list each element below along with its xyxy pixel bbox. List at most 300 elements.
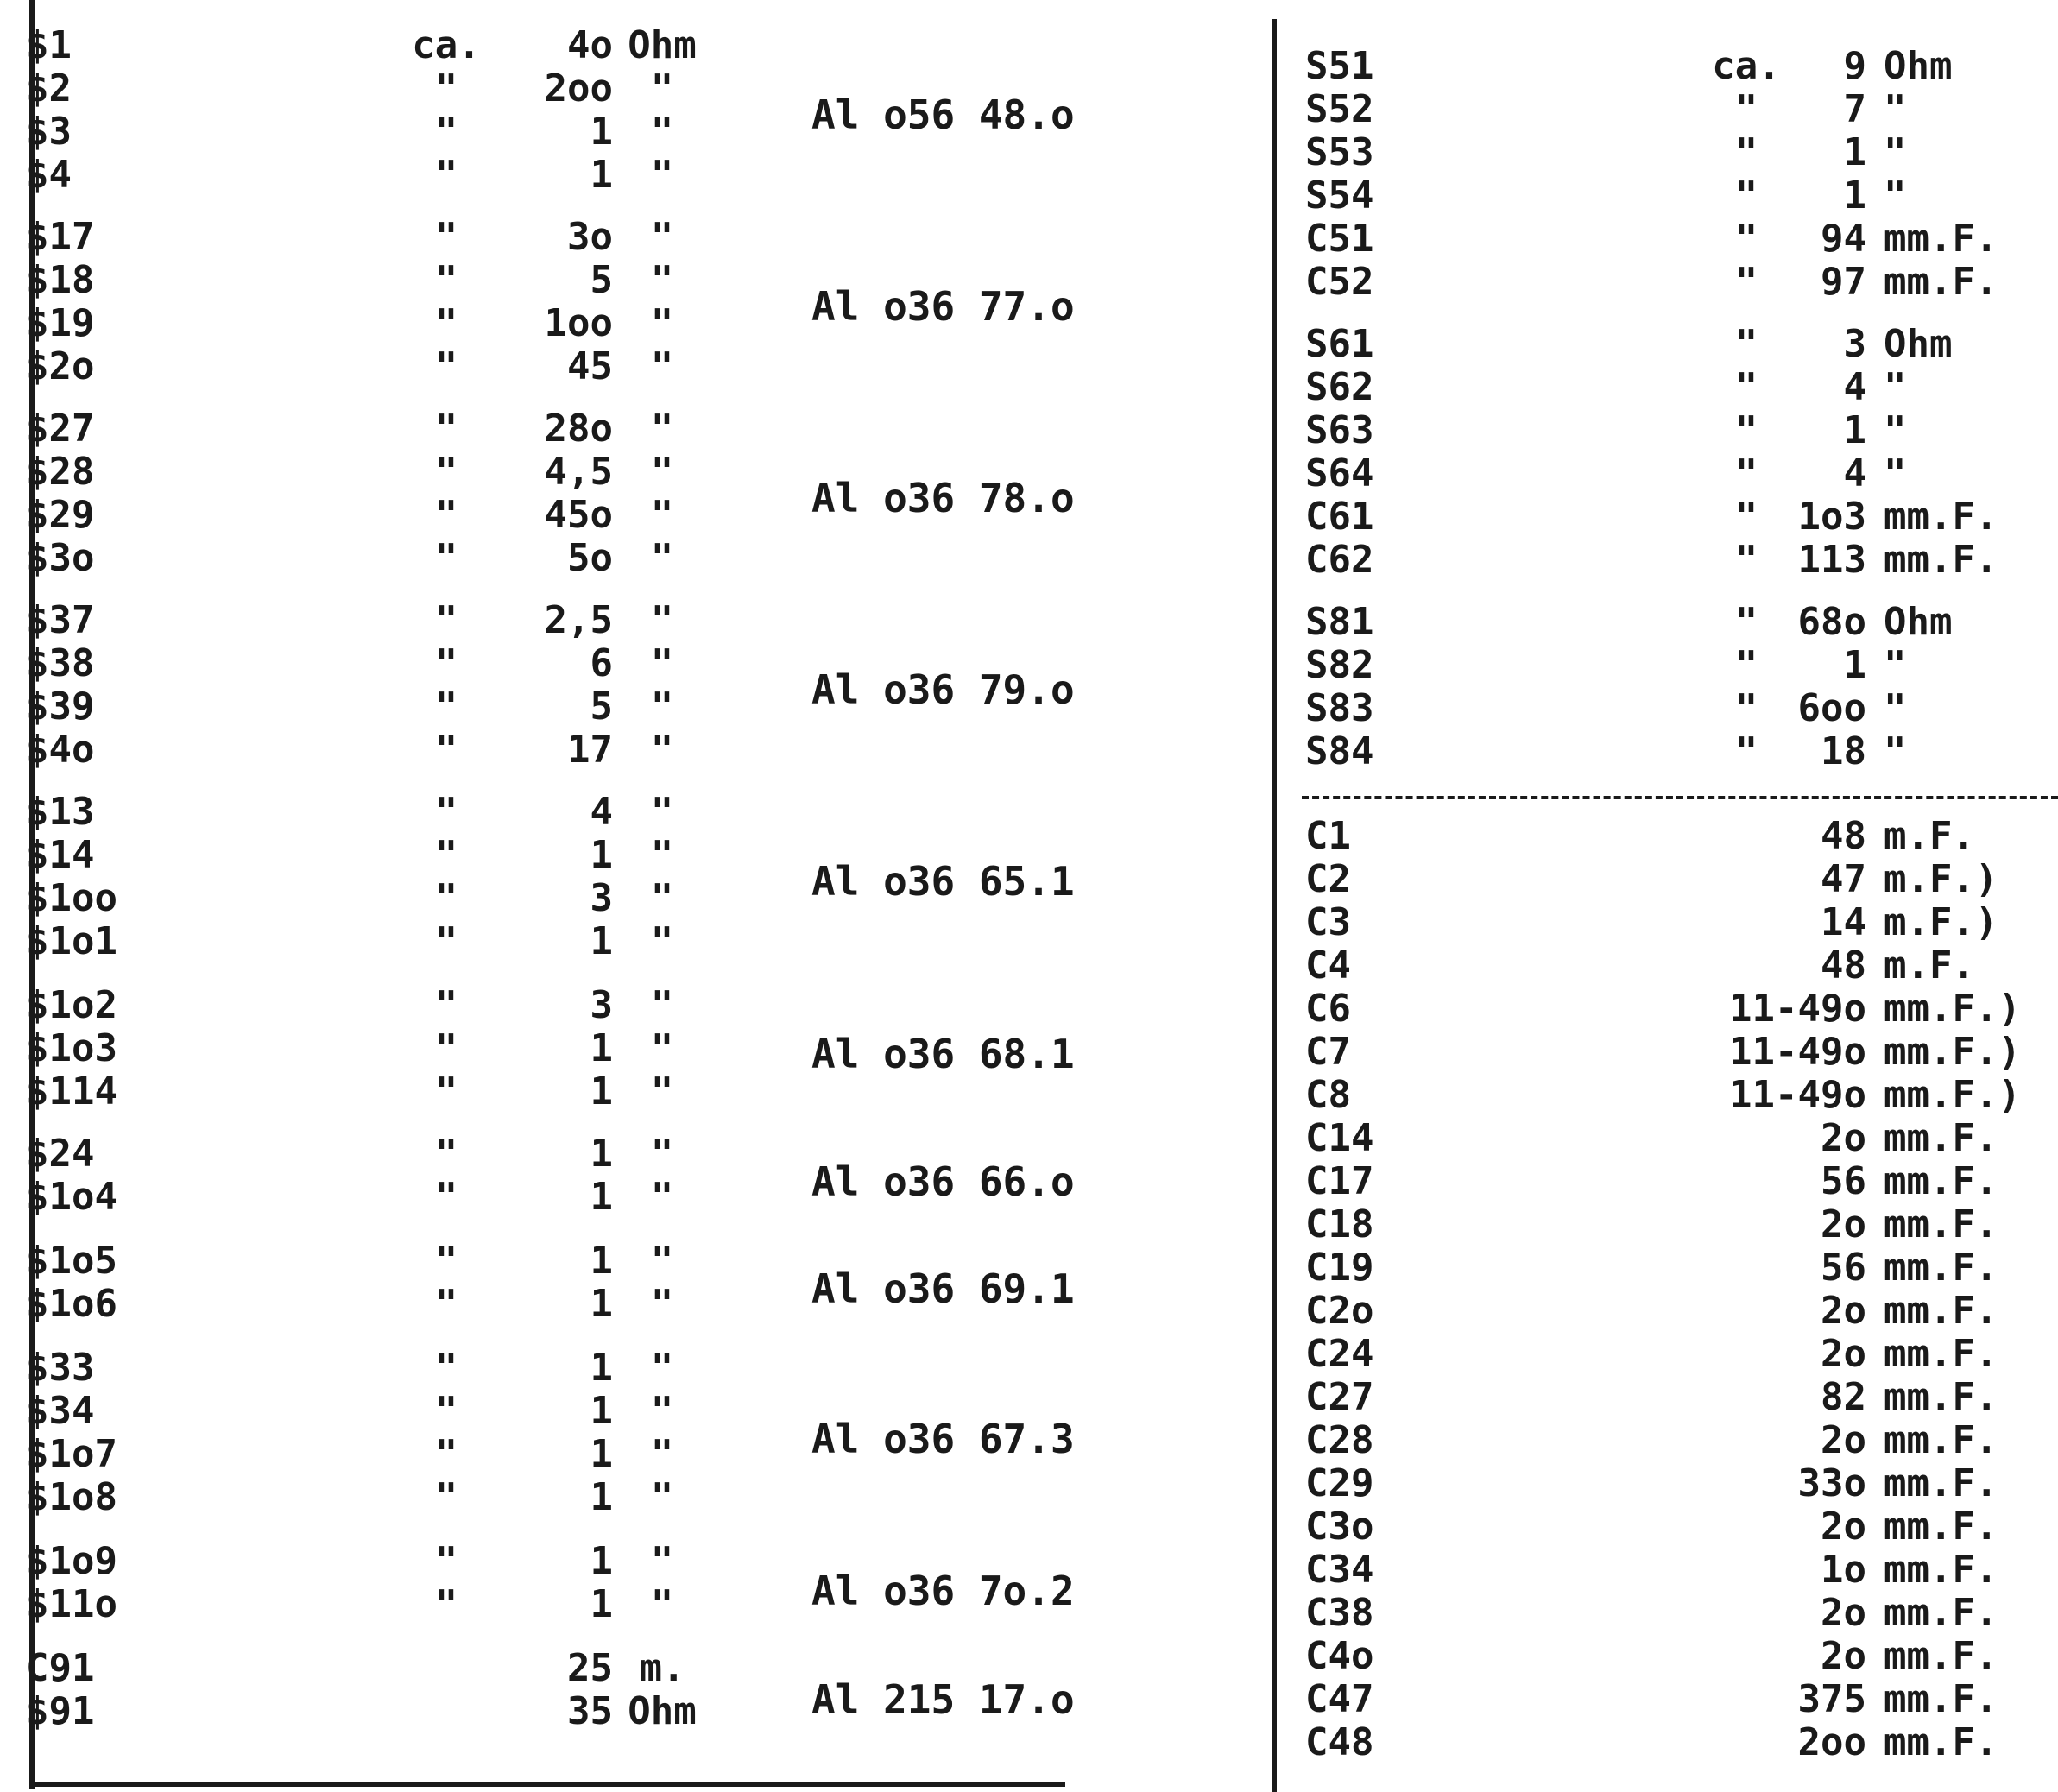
component-unit: mm.F.) — [1884, 987, 2021, 1031]
component-value: 33o — [1797, 1461, 1866, 1505]
component-unit: " — [650, 493, 674, 537]
approx-mark: " — [434, 1389, 458, 1433]
approx-mark: " — [434, 1070, 458, 1114]
component-id: $34 — [26, 1389, 95, 1433]
component-value: 6 — [590, 641, 613, 685]
component-unit: " — [650, 110, 674, 154]
section-dashed-rule — [1302, 796, 2058, 799]
component-id: C34 — [1305, 1548, 1374, 1592]
component-unit: " — [650, 1346, 674, 1390]
component-value: 11-49o — [1729, 1030, 1866, 1074]
component-unit: m.F.) — [1884, 857, 1998, 901]
component-unit: " — [650, 344, 674, 388]
component-value: 7 — [1843, 87, 1866, 131]
component-id: C19 — [1305, 1246, 1374, 1290]
component-row — [1305, 539, 2030, 582]
approx-mark: ca. — [1712, 44, 1781, 88]
approx-mark: " — [434, 344, 458, 388]
component-value: 1 — [590, 1346, 613, 1390]
component-value: 3 — [1843, 322, 1866, 366]
approx-mark: ca. — [412, 23, 481, 67]
component-unit: mm.F. — [1884, 1246, 1998, 1290]
component-value: 1 — [590, 1432, 613, 1476]
component-row — [1305, 131, 2030, 174]
component-id: C38 — [1305, 1591, 1374, 1635]
component-unit: mm.F. — [1884, 1159, 1998, 1203]
component-unit: mm.F. — [1884, 260, 1998, 304]
component-unit: " — [1884, 365, 1907, 409]
component-id: C8 — [1305, 1073, 1351, 1117]
approx-mark: " — [434, 1475, 458, 1519]
part-number-label: Al o56 48.o — [811, 91, 1075, 138]
component-unit: " — [650, 1582, 674, 1626]
component-row — [1305, 730, 2030, 773]
approx-mark: " — [434, 833, 458, 877]
component-id: C18 — [1305, 1202, 1374, 1246]
component-row — [26, 685, 717, 729]
component-unit: " — [650, 833, 674, 877]
part-number-label: Al o36 79.o — [811, 666, 1075, 713]
capacitor-row — [1305, 1290, 2048, 1333]
component-row — [1305, 366, 2030, 409]
component-id: $29 — [26, 493, 95, 537]
component-value: 1 — [590, 1389, 613, 1433]
component-value: 4o — [567, 23, 613, 67]
approx-mark: " — [1734, 643, 1758, 687]
component-id: S82 — [1305, 643, 1374, 687]
component-id: $1o2 — [26, 983, 117, 1027]
component-id: S54 — [1305, 174, 1374, 218]
approx-mark: " — [434, 728, 458, 772]
component-unit: " — [650, 641, 674, 685]
approx-mark: " — [434, 641, 458, 685]
part-number-label: Al o36 69.1 — [811, 1265, 1075, 1312]
approx-mark: " — [434, 685, 458, 729]
approx-mark: " — [434, 1026, 458, 1070]
approx-mark: " — [434, 407, 458, 451]
approx-mark: " — [1734, 729, 1758, 773]
component-unit: " — [650, 1070, 674, 1114]
component-unit: " — [650, 407, 674, 451]
component-unit: mm.F. — [1884, 1677, 1998, 1721]
component-id: C47 — [1305, 1677, 1374, 1721]
component-row — [26, 154, 717, 197]
component-row — [26, 1240, 717, 1283]
component-value: 1 — [590, 1539, 613, 1583]
component-value: 1 — [590, 1132, 613, 1176]
component-value: 1o3 — [1797, 495, 1866, 539]
approx-mark: " — [1734, 408, 1758, 452]
component-row — [26, 1133, 717, 1176]
component-unit: " — [650, 1026, 674, 1070]
component-value: 2o — [1821, 1116, 1866, 1160]
approx-mark: " — [1734, 87, 1758, 131]
component-value: 2o — [1821, 1634, 1866, 1678]
approx-mark: " — [434, 258, 458, 302]
component-unit: mm.F. — [1884, 1461, 1998, 1505]
component-row — [1305, 323, 2030, 366]
component-unit: mm.F. — [1884, 1548, 1998, 1592]
component-value: 1 — [590, 1026, 613, 1070]
component-row — [26, 1390, 717, 1433]
capacitor-row — [1305, 1376, 2048, 1419]
component-unit: " — [650, 66, 674, 110]
component-row — [26, 494, 717, 537]
part-number-label: Al o36 78.o — [811, 475, 1075, 521]
component-value: 48 — [1821, 943, 1866, 987]
component-id: $1o3 — [26, 1026, 117, 1070]
component-id: $18 — [26, 258, 95, 302]
component-value: 1 — [590, 919, 613, 963]
component-id: $91 — [26, 1689, 95, 1733]
component-id: S83 — [1305, 686, 1374, 730]
component-row — [1305, 601, 2030, 644]
capacitor-row — [1305, 1678, 2048, 1721]
component-row — [1305, 452, 2030, 495]
component-row — [26, 920, 717, 963]
component-row — [26, 110, 717, 154]
component-row — [26, 1283, 717, 1326]
component-value: 28o — [544, 407, 613, 451]
component-unit: Ohm — [1884, 600, 1953, 644]
component-value: 1 — [590, 833, 613, 877]
component-id: $1o9 — [26, 1539, 117, 1583]
component-row — [26, 791, 717, 834]
component-value: 5o — [567, 536, 613, 580]
component-row — [26, 1176, 717, 1219]
component-id: S51 — [1305, 44, 1374, 88]
component-value: 45o — [544, 493, 613, 537]
component-value: 1o — [1821, 1548, 1866, 1592]
component-unit: " — [1884, 130, 1907, 174]
component-value: 1 — [590, 153, 613, 197]
component-unit: Ohm — [1884, 44, 1953, 88]
component-unit: " — [1884, 686, 1907, 730]
component-id: C28 — [1305, 1418, 1374, 1462]
component-row — [1305, 174, 2030, 218]
component-unit: " — [650, 1389, 674, 1433]
approx-mark: " — [434, 536, 458, 580]
component-id: S63 — [1305, 408, 1374, 452]
capacitor-row — [1305, 858, 2048, 901]
component-id: S53 — [1305, 130, 1374, 174]
component-id: $11o — [26, 1582, 117, 1626]
component-row — [1305, 45, 2030, 88]
component-value: 48 — [1821, 814, 1866, 858]
approx-mark: " — [434, 1346, 458, 1390]
component-id: $1 — [26, 23, 72, 67]
capacitor-row — [1305, 1549, 2048, 1592]
component-row — [26, 834, 717, 877]
approx-mark: " — [434, 919, 458, 963]
component-id: $114 — [26, 1070, 117, 1114]
component-value: 5 — [590, 258, 613, 302]
component-unit: mm.F. — [1884, 495, 1998, 539]
capacitor-row — [1305, 1203, 2048, 1246]
component-id: $13 — [26, 790, 95, 834]
component-unit: " — [650, 1475, 674, 1519]
component-id: $37 — [26, 598, 95, 642]
component-unit: " — [1884, 408, 1907, 452]
component-id: C17 — [1305, 1159, 1374, 1203]
component-id: $1o6 — [26, 1282, 117, 1326]
component-row — [26, 1070, 717, 1114]
approx-mark: " — [434, 1239, 458, 1283]
capacitor-row — [1305, 1246, 2048, 1290]
component-unit: " — [650, 728, 674, 772]
component-row — [26, 259, 717, 302]
component-id: C2 — [1305, 857, 1351, 901]
component-id: C3o — [1305, 1505, 1374, 1549]
component-row — [26, 1690, 717, 1733]
component-unit: mm.F. — [1884, 538, 1998, 582]
component-value: 1 — [590, 1282, 613, 1326]
component-unit: " — [650, 598, 674, 642]
component-value: 1oo — [544, 301, 613, 345]
component-unit: " — [650, 1539, 674, 1583]
component-value: 1 — [590, 1070, 613, 1114]
component-id: C61 — [1305, 495, 1374, 539]
component-id: $39 — [26, 685, 95, 729]
component-value: 35 — [567, 1689, 613, 1733]
capacitor-row — [1305, 1635, 2048, 1678]
component-id: C1 — [1305, 814, 1351, 858]
component-row — [26, 302, 717, 345]
approx-mark: " — [1734, 495, 1758, 539]
approx-mark: " — [434, 215, 458, 259]
component-unit: " — [650, 153, 674, 197]
component-unit: m.F. — [1884, 814, 1975, 858]
column-divider-line — [1272, 19, 1277, 1792]
component-value: 1 — [590, 1175, 613, 1219]
approx-mark: " — [1734, 322, 1758, 366]
component-id: S64 — [1305, 451, 1374, 495]
capacitor-row — [1305, 1333, 2048, 1376]
approx-mark: " — [434, 1282, 458, 1326]
component-id: $4o — [26, 728, 95, 772]
component-value: 1 — [1843, 130, 1866, 174]
component-row — [26, 1476, 717, 1519]
component-id: $27 — [26, 407, 95, 451]
part-number-label: Al o36 65.1 — [811, 858, 1075, 905]
component-value: 3 — [590, 876, 613, 920]
component-id: C91 — [26, 1646, 95, 1690]
component-row — [26, 216, 717, 259]
component-unit: mm.F. — [1884, 1289, 1998, 1333]
capacitor-row — [1305, 1592, 2048, 1635]
component-value: 113 — [1797, 538, 1866, 582]
component-id: C29 — [1305, 1461, 1374, 1505]
capacitor-row — [1305, 901, 2048, 944]
component-value: 1 — [1843, 174, 1866, 218]
component-value: 1 — [1843, 643, 1866, 687]
capacitor-row — [1305, 1074, 2048, 1117]
component-row — [26, 24, 717, 67]
approx-mark: " — [434, 1582, 458, 1626]
component-value: 4 — [1843, 451, 1866, 495]
component-unit: Ohm — [1884, 322, 1953, 366]
component-value: 97 — [1821, 260, 1866, 304]
component-unit: " — [650, 258, 674, 302]
component-id: $4 — [26, 153, 72, 197]
component-id: C27 — [1305, 1375, 1374, 1419]
component-unit: mm.F. — [1884, 1720, 1998, 1764]
capacitor-row — [1305, 944, 2048, 987]
approx-mark: " — [1734, 451, 1758, 495]
component-id: C4 — [1305, 943, 1351, 987]
component-id: S61 — [1305, 322, 1374, 366]
component-row — [26, 1347, 717, 1390]
component-unit: " — [650, 1282, 674, 1326]
component-id: $1o4 — [26, 1175, 117, 1219]
component-row — [26, 1647, 717, 1690]
component-id: $14 — [26, 833, 95, 877]
component-unit: " — [650, 685, 674, 729]
component-unit: m.F. — [1884, 943, 1975, 987]
component-unit: " — [650, 450, 674, 494]
component-row — [1305, 409, 2030, 452]
component-unit: " — [1884, 451, 1907, 495]
component-id: $2 — [26, 66, 72, 110]
component-value: 94 — [1821, 217, 1866, 261]
approx-mark: " — [1734, 217, 1758, 261]
component-row — [1305, 88, 2030, 131]
component-value: 1 — [1843, 408, 1866, 452]
approx-mark: " — [434, 1175, 458, 1219]
capacitor-row — [1305, 1419, 2048, 1462]
approx-mark: " — [434, 790, 458, 834]
component-unit: " — [1884, 729, 1907, 773]
component-unit: mm.F.) — [1884, 1073, 2021, 1117]
component-id: $17 — [26, 215, 95, 259]
component-unit: mm.F. — [1884, 1116, 1998, 1160]
component-unit: mm.F. — [1884, 1634, 1998, 1678]
component-value: 375 — [1797, 1677, 1866, 1721]
approx-mark: " — [434, 1539, 458, 1583]
component-unit: " — [650, 876, 674, 920]
component-id: $1o7 — [26, 1432, 117, 1476]
capacitor-row — [1305, 1505, 2048, 1549]
part-number-label: Al o36 77.o — [811, 283, 1075, 330]
approx-mark: " — [1734, 130, 1758, 174]
capacitor-row — [1305, 1160, 2048, 1203]
capacitor-row — [1305, 815, 2048, 858]
component-row — [1305, 687, 2030, 730]
component-id: $3 — [26, 110, 72, 154]
capacitor-row — [1305, 1031, 2048, 1074]
approx-mark: " — [434, 450, 458, 494]
approx-mark: " — [434, 1132, 458, 1176]
component-id: S62 — [1305, 365, 1374, 409]
component-row — [26, 642, 717, 685]
component-row — [1305, 644, 2030, 687]
component-value: 6oo — [1797, 686, 1866, 730]
component-unit: " — [650, 301, 674, 345]
part-number-label: Al 215 17.o — [811, 1676, 1075, 1723]
component-row — [26, 877, 717, 920]
component-row — [26, 1540, 717, 1583]
component-row — [26, 537, 717, 580]
component-value: 45 — [567, 344, 613, 388]
approx-mark: " — [434, 153, 458, 197]
capacitor-row — [1305, 1462, 2048, 1505]
component-value: 9 — [1843, 44, 1866, 88]
component-unit: Ohm — [628, 1689, 697, 1733]
component-id: C48 — [1305, 1720, 1374, 1764]
component-id: C6 — [1305, 987, 1351, 1031]
component-unit: mm.F. — [1884, 1375, 1998, 1419]
component-id: S52 — [1305, 87, 1374, 131]
component-row — [1305, 218, 2030, 261]
component-unit: " — [650, 983, 674, 1027]
component-row — [26, 729, 717, 772]
component-value: 4 — [1843, 365, 1866, 409]
approx-mark: " — [434, 598, 458, 642]
component-unit: m.F.) — [1884, 900, 1998, 944]
component-row — [1305, 495, 2030, 539]
component-id: $1o5 — [26, 1239, 117, 1283]
component-value: 2oo — [544, 66, 613, 110]
approx-mark: " — [434, 110, 458, 154]
approx-mark: " — [1734, 174, 1758, 218]
component-id: $28 — [26, 450, 95, 494]
component-row — [26, 599, 717, 642]
component-id: $1o8 — [26, 1475, 117, 1519]
component-value: 25 — [567, 1646, 613, 1690]
component-row — [26, 984, 717, 1027]
part-number-label: Al o36 68.1 — [811, 1031, 1075, 1077]
component-id: C52 — [1305, 260, 1374, 304]
component-unit: mm.F. — [1884, 1505, 1998, 1549]
component-row — [1305, 261, 2030, 304]
component-id: $24 — [26, 1132, 95, 1176]
component-value: 47 — [1821, 857, 1866, 901]
approx-mark: " — [434, 983, 458, 1027]
component-id: $33 — [26, 1346, 95, 1390]
component-id: $1oo — [26, 876, 117, 920]
component-unit: " — [650, 1239, 674, 1283]
component-row — [26, 67, 717, 110]
component-unit: mm.F. — [1884, 1202, 1998, 1246]
component-value: 1 — [590, 1582, 613, 1626]
component-unit: mm.F. — [1884, 1591, 1998, 1635]
approx-mark: " — [1734, 365, 1758, 409]
component-unit: " — [650, 1432, 674, 1476]
component-row — [26, 407, 717, 451]
component-unit: " — [650, 1132, 674, 1176]
component-value: 82 — [1821, 1375, 1866, 1419]
component-value: 56 — [1821, 1159, 1866, 1203]
approx-mark: " — [1734, 686, 1758, 730]
component-value: 2o — [1821, 1289, 1866, 1333]
component-unit: Ohm — [628, 23, 697, 67]
component-value: 2o — [1821, 1332, 1866, 1376]
component-id: $3o — [26, 536, 95, 580]
component-value: 2o — [1821, 1591, 1866, 1635]
component-value: 68o — [1797, 600, 1866, 644]
component-unit: mm.F. — [1884, 217, 1998, 261]
component-id: C7 — [1305, 1030, 1351, 1074]
component-value: 2,5 — [544, 598, 613, 642]
component-id: $2o — [26, 344, 95, 388]
component-id: $1o1 — [26, 919, 117, 963]
approx-mark: " — [1734, 260, 1758, 304]
component-unit: mm.F. — [1884, 1418, 1998, 1462]
part-number-label: Al o36 66.o — [811, 1158, 1075, 1205]
approx-mark: " — [1734, 600, 1758, 644]
component-value: 14 — [1821, 900, 1866, 944]
component-unit: " — [1884, 87, 1907, 131]
